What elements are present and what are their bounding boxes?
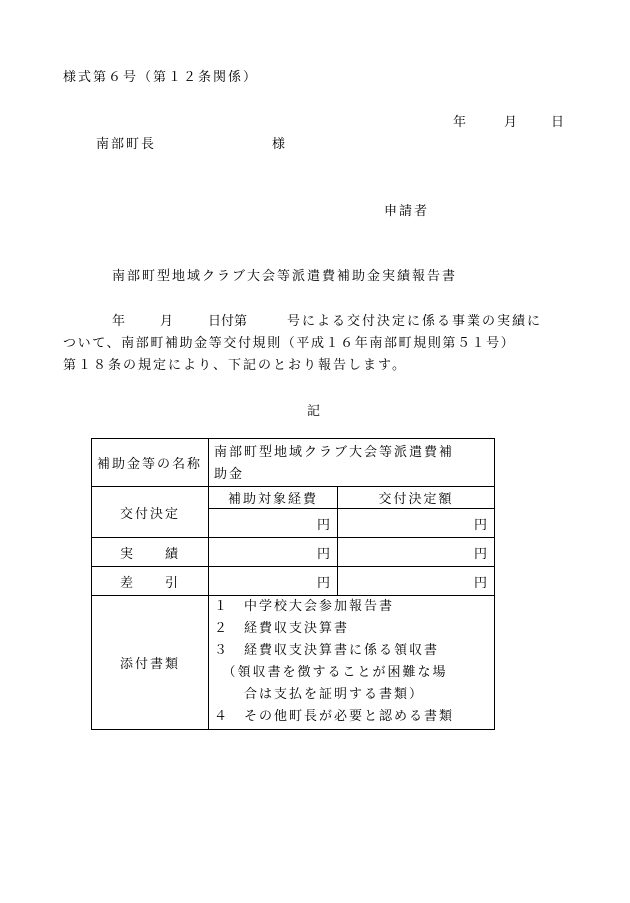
col-amount-header: 交付決定額 xyxy=(338,487,495,509)
col-target-header: 補助対象経費 xyxy=(209,487,338,509)
diff-label: 差 引 xyxy=(92,567,209,596)
addressee-honorific: 様 xyxy=(272,137,286,152)
actual-label: 実 績 xyxy=(92,538,209,567)
table-row xyxy=(92,487,495,509)
body-line3: 第１８条の規定により、下記のとおり報告します。 xyxy=(63,358,407,373)
attachment-item: 合は支払を証明する書類） xyxy=(214,687,425,702)
decision-label: 交付決定 xyxy=(92,487,209,538)
addressee-name: 南部町長 xyxy=(96,137,157,152)
table-row xyxy=(92,596,495,730)
report-table xyxy=(91,438,495,730)
diff-target-yen: 円 xyxy=(209,567,338,596)
actual-target-yen: 円 xyxy=(209,538,338,567)
table-row xyxy=(92,538,495,567)
applicant-label: 申請者 xyxy=(384,204,430,219)
attachment-item: ４ その他町長が必要と認める書類 xyxy=(214,709,455,724)
date-day: 日 xyxy=(551,115,565,130)
name-label: 補助金等の名称 xyxy=(92,439,209,487)
attachment-item: １ 中学校大会参加報告書 xyxy=(214,599,395,614)
attachment-item: ３ 経費収支決算書に係る領収書 xyxy=(214,643,440,658)
table-row xyxy=(92,439,495,487)
form-number: 様式第６号（第１２条関係） xyxy=(63,70,259,85)
name-value-line1: 南部町型地域クラブ大会等派遣費補 xyxy=(214,445,455,460)
body-day-no: 日付第 xyxy=(208,314,248,329)
date-year: 年 xyxy=(453,115,467,130)
decision-amount-yen: 円 xyxy=(338,509,495,538)
attach-label: 添付書類 xyxy=(92,596,209,730)
attachment-item: ２ 経費収支決算書 xyxy=(214,621,350,636)
attachment-item: （領収書を徴することが困難な場 xyxy=(214,665,448,680)
table-row xyxy=(92,567,495,596)
actual-amount-yen: 円 xyxy=(338,538,495,567)
body-line1-rest: 号による交付決定に係る事業の実績に xyxy=(287,314,543,329)
date-month: 月 xyxy=(504,115,518,130)
decision-target-yen: 円 xyxy=(209,509,338,538)
body-line2: ついて、南部町補助金等交付規則（平成１６年南部町規則第５１号） xyxy=(63,336,516,351)
name-value xyxy=(209,439,495,487)
name-value-line2: 助金 xyxy=(214,467,245,482)
diff-amount-yen: 円 xyxy=(338,567,495,596)
page-title: 南部町型地域クラブ大会等派遣費補助金実績報告書 xyxy=(112,269,458,284)
body-year: 年 xyxy=(112,314,126,329)
ki-mark: 記 xyxy=(307,404,321,419)
attachments-list xyxy=(209,596,495,730)
body-month: 月 xyxy=(160,314,174,329)
